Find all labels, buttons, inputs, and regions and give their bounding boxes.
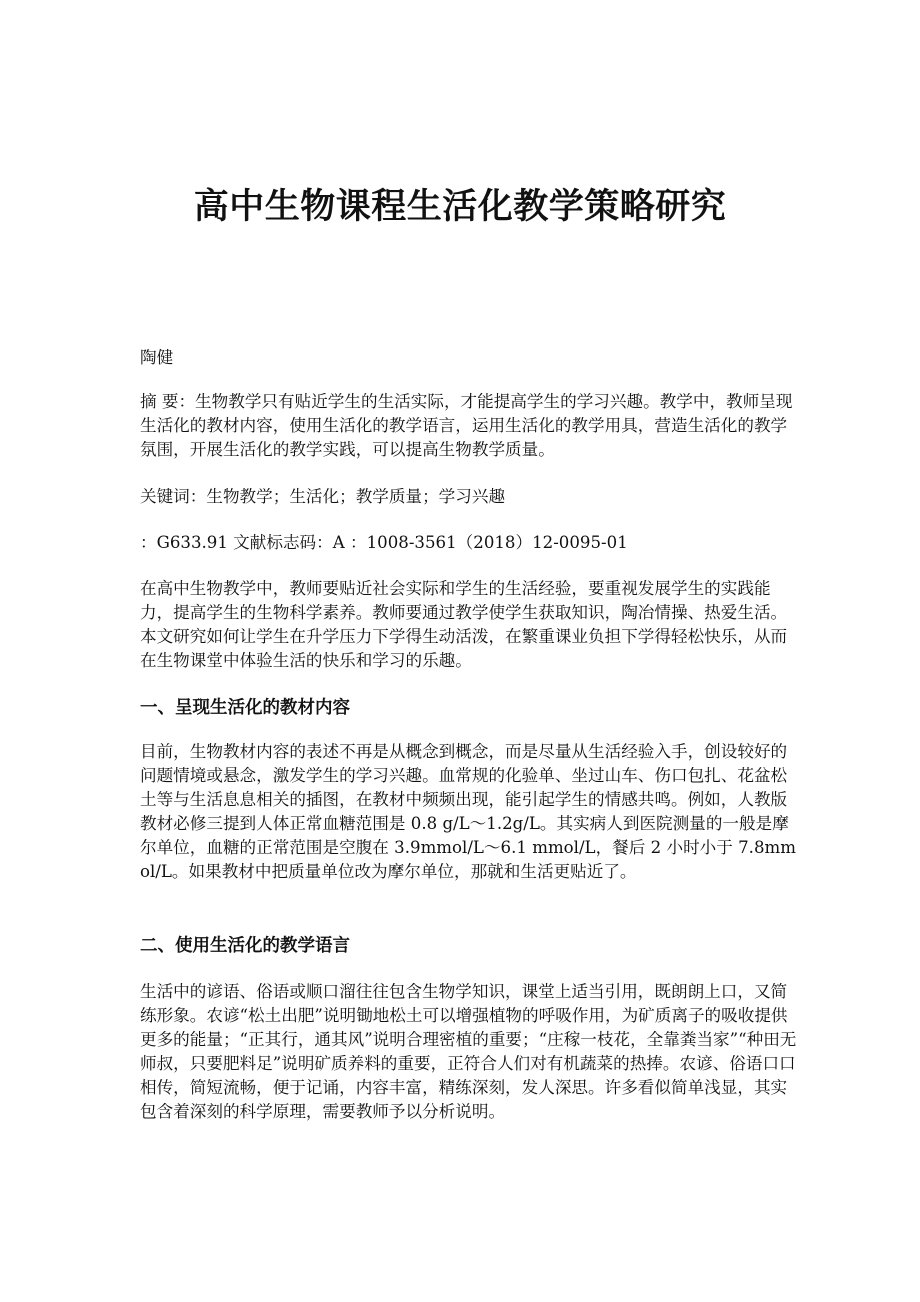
- keywords-line: 关键词：生物教学；生活化；教学质量；学习兴趣: [140, 487, 506, 506]
- classification-line: ：G633.91 文献标志码：A ：1008-3561（2018）12-0095-01: [140, 533, 628, 552]
- intro-paragraph: 在高中生物教学中，教师要贴近社会实际和学生的生活经验，要重视发展学生的实践能力，提高学生的生物科学素养。教师要通过教学使学生获取知识，陶冶情操、热爱生活。本文研究如何让学生在升学压力下学得生动活泼，在繁重课业负担下学得轻松快乐，从而在生物课堂中体验生活的快乐和学习的乐趣。: [140, 579, 788, 670]
- section-body-2: 生活中的谚语、俗语或顺口溜往往包含生物学知识，课堂上适当引用，既朗朗上口，又简练形象。农谚“松土出肥”说明锄地松土可以增强植物的呼吸作用，为矿质离子的吸收提供更多的能量；“正其行，通其风”说明合理密植的重要；“庄稼一枝花，全靠粪当家”“种田无师叔，只要肥料足”说明矿质养料的重要，正符合人们对有机蔬菜的热捧。农谚、俗语口口相传，简短流畅，便于记诵，内容丰富，精练深刻，发人深思。许多看似简单浅显，其实包含着深刻的科学原理，需要教师予以分析说明。: [140, 982, 797, 1121]
- section-heading-1: 一、呈现生活化的教材内容: [140, 698, 350, 718]
- abstract-paragraph: 摘 要：生物教学只有贴近学生的生活实际，才能提高学生的学习兴趣。教学中，教师呈现生活化的教材内容，使用生活化的教学语言，运用生活化的教学用具，营造生活化的教学氛围，开展生活化的教学实践，可以提高生物教学质量。: [140, 392, 793, 459]
- author-name: 陶健: [140, 348, 174, 367]
- section-body-1: 目前，生物教材内容的表述不再是从概念到概念，而是尽量从生活经验入手，创设较好的问题情境或悬念，激发学生的学习兴趣。血常规的化验单、坐过山车、伤口包扎、花盆松土等与生活息息相关的插图，在教材中频频出现，能引起学生的情感共鸣。例如，人教版教材必修三提到人体正常血糖范围是 0.8 g/L～1.2g/L。其实病人到医院测量的一般是摩尔单位，血糖的正常范围是空腹在 3.9mmol/L～6.1 mmol/L，餐后 2 小时小于 7.8mmol/L。如果教材中把质量单位改为摩尔单位，那就和生活更贴近了。: [140, 742, 796, 881]
- section-heading-2: 二、使用生活化的教学语言: [140, 936, 350, 956]
- document-title: 高中生物课程生活化教学策略研究: [193, 187, 727, 227]
